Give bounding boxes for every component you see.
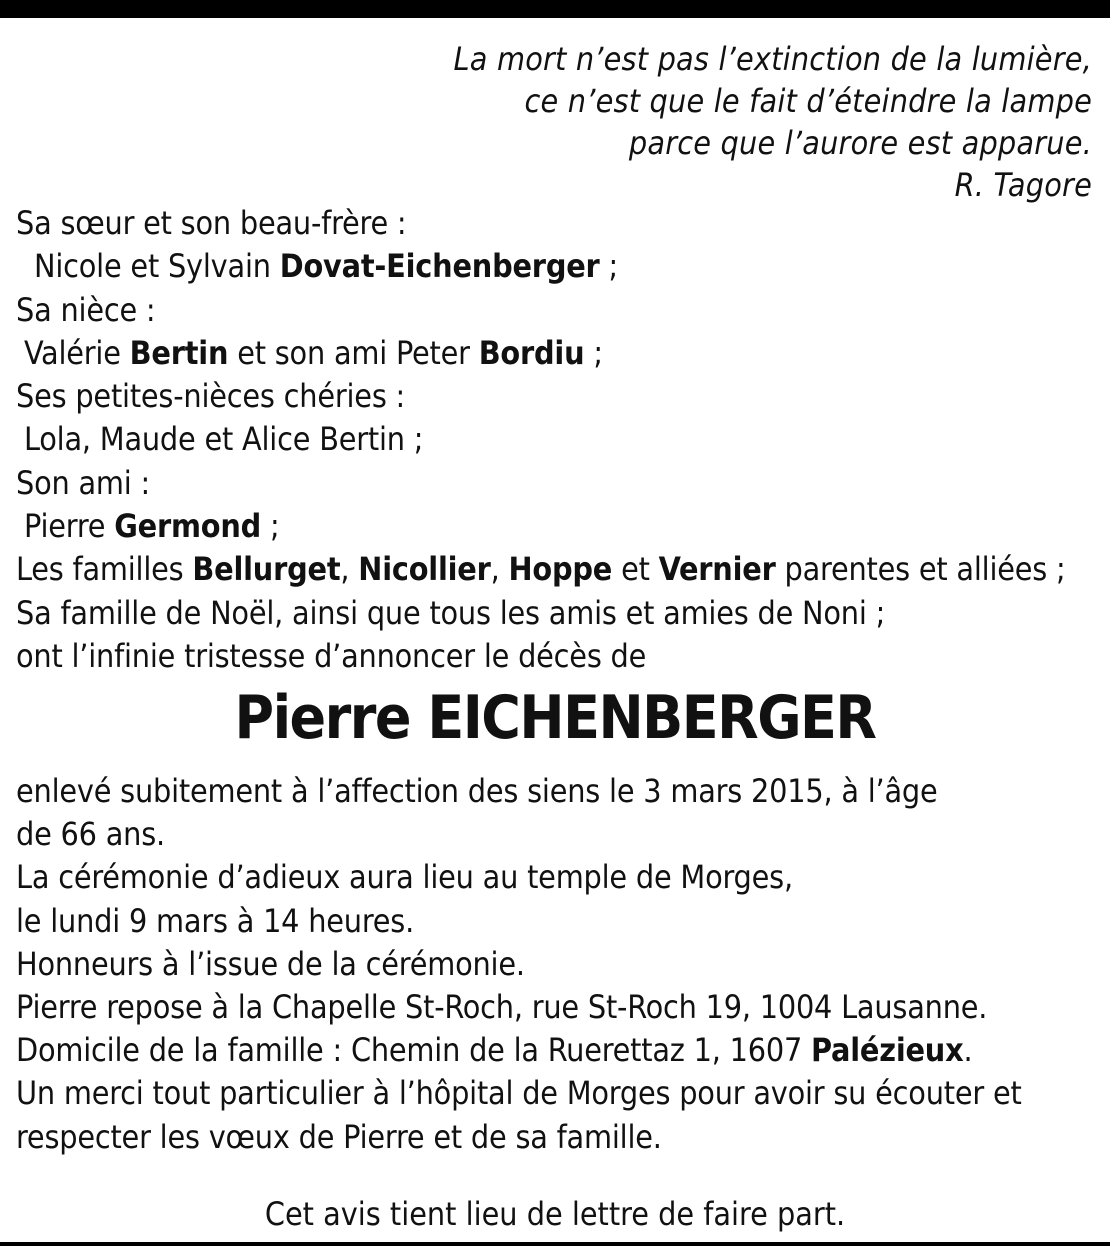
announce-line: ont l’infinie tristesse d’annoncer le décès de [16,636,647,675]
noel-line: Sa famille de Noël, ainsi que tous les amis et amies de Noni ; [16,593,886,632]
sister-names-line [16,245,1066,288]
friend-intro: Son ami : [16,463,151,502]
sister-names: Nicole et Sylvain [34,247,280,286]
niece-mid: et son ami Peter [228,333,479,372]
details-line-8: Un merci tout particulier à l’hôpital de Morges pour avoir su écouter et [16,1074,1022,1113]
niece-end: ; [584,333,603,372]
grandnieces-intro: Ses petites-nièces chéries : [16,377,406,416]
niece-surname: Bertin [129,333,229,372]
family-name-4: Vernier [658,550,776,589]
niece-line [16,332,1066,375]
families-line [16,548,1066,591]
friend-end: ; [261,507,280,546]
niece-friend-surname: Bordiu [478,333,585,372]
families-prefix: Les familles [16,550,193,589]
domicile-end: . [963,1031,973,1070]
details-line-4: le lundi 9 mars à 14 heures. [16,901,415,940]
family-list [16,202,1066,678]
families-suffix: parentes et alliées ; [775,550,1066,589]
families-sep-2: , [490,550,509,589]
domicile-prefix: Domicile de la famille : Chemin de la Ruerettaz 1, 1607 [16,1031,812,1070]
sister-intro: Sa sœur et son beau-frère : [16,204,407,242]
quote-line-1: La mort n’est pas l’extinction de la lumière, [453,40,1092,78]
friend-first: Pierre [24,507,115,546]
deceased-name: Pierre EICHENBERGER [234,683,876,753]
family-name-1: Bellurget [192,550,341,589]
friend-line [16,505,1066,548]
details-line-7 [16,1029,1022,1072]
quote-line-2: ce n’est que le fait d’éteindre la lampe [524,82,1092,120]
domicile-place: Palézieux [811,1031,964,1070]
family-name-3: Hoppe [508,550,613,589]
niece-first: Valérie [24,333,130,372]
family-name-2: Nicollier [358,550,491,589]
details-line-6: Pierre repose à la Chapelle St-Roch, rue St-Roch 19, 1004 Lausanne. [16,988,988,1027]
quote-line-3: parce que l’aurore est apparue. [628,124,1092,162]
grandnieces-names: Lola, Maude et Alice Bertin ; [24,420,424,459]
sister-surname: Dovat-Eichenberger [279,247,600,286]
top-rule [0,0,1110,18]
sister-end: ; [599,247,619,286]
details-line-2: de 66 ans. [16,815,165,854]
details-line-9: respecter les vœux de Pierre et de sa famille. [16,1117,662,1156]
closing-note: Cet avis tient lieu de lettre de faire part. [264,1195,846,1233]
ceremony-details [16,770,1022,1159]
details-line-1: enlevé subitement à l’affection des siens le 3 mars 2015, à l’âge [16,772,938,810]
details-line-5: Honneurs à l’issue de la cérémonie. [16,944,525,983]
quote-author: R. Tagore [954,166,1092,204]
families-sep-1: , [340,550,359,589]
friend-surname: Germond [114,507,262,546]
epigraph-quote [454,38,1092,206]
families-sep-3: et [612,550,659,589]
niece-intro: Sa nièce : [16,290,156,329]
details-line-3: La cérémonie d’adieux aura lieu au temple de Morges, [16,858,793,897]
bottom-rule [0,1242,1110,1246]
